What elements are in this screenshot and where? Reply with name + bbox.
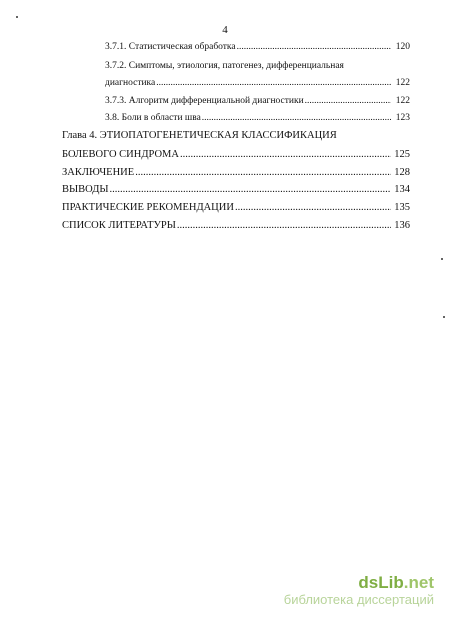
- toc-entry-title: СПИСОК ЛИТЕРАТУРЫ: [62, 220, 176, 231]
- dot-leader: [156, 78, 391, 88]
- toc-entry-title: 3.7.1. Статистическая обработка: [105, 42, 236, 52]
- toc-entry-chapter-4-line1: Глава 4. ЭТИОПАТОГЕНЕТИЧЕСКАЯ КЛАССИФИКАЦИЯ: [62, 130, 337, 141]
- watermark-logo-part1: dsLib: [358, 573, 404, 592]
- toc-entry-title: ЗАКЛЮЧЕНИЕ: [62, 167, 135, 178]
- toc-entry-page: 125: [394, 149, 410, 160]
- toc-entry-page: 128: [394, 167, 410, 178]
- toc-entry-page: 123: [395, 113, 410, 123]
- dot-leader: [237, 42, 391, 52]
- toc-entry-references: [62, 220, 410, 236]
- toc-entry-3-8: [105, 113, 410, 129]
- toc-entry-conclusions: [62, 184, 410, 200]
- dot-leader: [305, 96, 391, 106]
- watermark-subtitle: библиотека диссертаций: [283, 592, 434, 607]
- toc-entry-chapter-4-line2: [62, 149, 410, 165]
- toc-entry-title: 3.7.3. Алгоритм дифференциальной диагностики: [105, 96, 304, 106]
- toc-entry-title: диагностика: [105, 78, 156, 88]
- toc-entry-3-7-2-line1: 3.7.2. Симптомы, этиология, патогенез, дифференциальная: [105, 61, 344, 71]
- toc-entry-3-7-3: [105, 96, 410, 112]
- dot-leader: [235, 202, 391, 213]
- toc-entry-page: 134: [394, 184, 410, 195]
- toc-entry-conclusion: [62, 167, 410, 183]
- dot-leader: [180, 149, 391, 160]
- dot-leader: [177, 220, 391, 231]
- toc-entry-title: 3.8. Боли в области шва: [105, 113, 201, 123]
- dot-leader: [202, 113, 391, 123]
- toc-entry-title: ВЫВОДЫ: [62, 184, 109, 195]
- dot-leader: [135, 167, 391, 178]
- toc-entry-page: 136: [394, 220, 410, 231]
- watermark-logo-part2: .net: [403, 573, 434, 592]
- toc-entry-title: ПРАКТИЧЕСКИЕ РЕКОМЕНДАЦИИ: [62, 202, 234, 213]
- watermark: [284, 574, 434, 607]
- page-number: 4: [222, 24, 228, 36]
- toc-entry-page: 120: [395, 42, 410, 52]
- toc-entry-page: 122: [395, 78, 410, 88]
- toc-entry-title: БОЛЕВОГО СИНДРОМА: [62, 149, 179, 160]
- toc-entry-page: 122: [395, 96, 410, 106]
- dot-leader: [110, 184, 391, 195]
- scan-artifact: [443, 316, 445, 318]
- watermark-logo: [284, 574, 434, 592]
- toc-entry-3-7-1: [105, 42, 410, 58]
- scan-artifact: [441, 258, 443, 260]
- toc-entry-page: 135: [394, 202, 410, 213]
- toc-entry-3-7-2-line2: [105, 78, 410, 94]
- scan-artifact: [16, 16, 18, 18]
- toc-entry-recommendations: [62, 202, 410, 218]
